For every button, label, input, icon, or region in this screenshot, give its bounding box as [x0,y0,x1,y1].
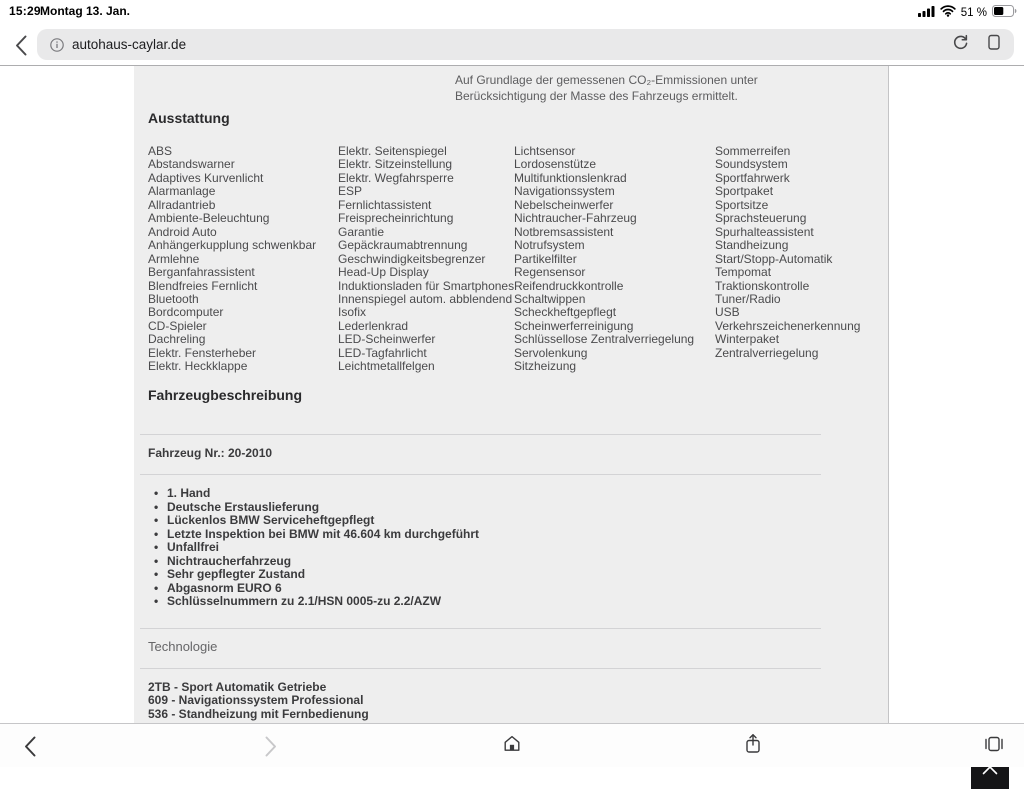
page-content-column [134,66,889,723]
equipment-item: Dachreling [148,332,206,347]
equipment-item: Lichtsensor [514,144,576,158]
equipment-item: Induktionsladen für Smartphones [338,278,515,293]
equipment-item: Elektr. Seitenspiegel [338,144,447,158]
co2-footnote-line1: Auf Grundlage der gemessenen CO₂-Emmissionen unter [455,73,758,87]
equipment-item: Adaptives Kurvenlicht [148,170,264,185]
equipment-item: Android Auto [148,224,217,239]
equipment-item: Head-Up Display [338,265,429,280]
battery-icon [992,4,1017,22]
equipment-item: Start/Stopp-Automatik [715,251,833,266]
equipment-item: Leichtmetallfelgen [338,359,435,374]
equipment-item: ABS [148,144,173,158]
equipment-item: Freisprecheinrichtung [338,211,454,226]
technology-heading: Technologie [148,639,218,654]
equipment-column-4 [715,145,880,374]
battery-percent-label: 51 % [960,7,987,19]
history-back-button[interactable] [12,728,48,764]
equipment-item: Bluetooth [148,291,199,306]
equipment-column-1 [148,145,338,374]
equipment-item: Tuner/Radio [715,291,781,306]
equipment-item: Nebelscheinwerfer [514,197,614,212]
equipment-item: Winterpaket [715,332,780,347]
equipment-item: Bordcomputer [148,305,224,320]
vehicle-description-heading: Fahrzeugbeschreibung [148,387,303,403]
tabs-icon [984,735,1004,758]
description-bullet: • Abgasnorm EURO 6 [148,582,479,596]
divider [140,628,821,629]
browser-address-bar [0,22,1024,66]
equipment-item: Navigationssystem [514,184,615,199]
equipment-item: Traktionskontrolle [715,278,810,293]
site-info-icon[interactable] [49,37,65,53]
status-bar [0,0,1024,22]
cellular-signal-icon [918,4,935,22]
equipment-heading: Ausstattung [148,110,230,126]
equipment-item: Sitzheizung [514,359,577,374]
equipment-item: Standheizung [715,238,789,253]
technology-item: 609 - Navigationssystem Professional [148,693,364,708]
share-icon [743,733,763,760]
equipment-item: ESP [338,184,363,199]
equipment-item: Sommerreifen [715,144,791,158]
equipment-item: Isofix [338,305,367,320]
browser-bottom-toolbar [0,723,1024,767]
equipment-item: LED-Scheinwerfer [338,332,436,347]
equipment-item: Innenspiegel autom. abblendend [338,291,513,306]
technology-item: 536 - Standheizung mit Fernbedienung [148,706,369,721]
equipment-column-2 [338,145,514,374]
equipment-item: Ambiente-Beleuchtung [148,211,270,226]
equipment-item: Abstandswarner [148,157,235,172]
equipment-item: Verkehrszeichenerkennung [715,318,861,333]
vehicle-number: Fahrzeug Nr.: 20-2010 [148,446,273,460]
equipment-grid [148,145,880,374]
wifi-icon [940,4,956,22]
equipment-item: Schaltwippen [514,291,586,306]
equipment-item: Notrufsystem [514,238,585,253]
equipment-item: Sprachsteuerung [715,211,807,226]
equipment-item: Allradantrieb [148,197,216,212]
technology-list [148,681,369,721]
vehicle-description-bullets [148,487,479,609]
reload-icon[interactable] [952,34,969,56]
description-bullet: • 1. Hand [148,487,479,501]
divider [140,474,821,475]
equipment-item: Tempomat [715,265,772,280]
co2-footnote [455,73,758,104]
equipment-item: Notbremsassistent [514,224,614,239]
url-actions [952,34,1002,56]
home-button[interactable] [494,728,530,764]
clock-time: 15:29 [9,4,41,18]
web-page-viewport [0,66,1024,723]
equipment-item: Sportpaket [715,184,774,199]
equipment-item: Elektr. Sitzeinstellung [338,157,453,172]
equipment-item: Sportsitze [715,197,769,212]
equipment-item: CD-Spieler [148,318,207,333]
address-back-button[interactable] [9,33,33,57]
equipment-item: Armlehne [148,251,200,266]
equipment-item: Blendfreies Fernlicht [148,278,258,293]
equipment-item: Sportfahrwerk [715,170,790,185]
equipment-item: Berganfahrassistent [148,265,255,280]
home-icon [502,734,522,758]
description-bullet: • Sehr gepflegter Zustand [148,568,479,582]
equipment-item: Spurhalteassistent [715,224,814,239]
technology-item: 2TB - Sport Automatik Getriebe [148,680,327,694]
equipment-item: LED-Tagfahrlicht [338,345,427,360]
status-indicators [918,4,1017,22]
equipment-item: Schlüssellose Zentralverriegelung [514,332,695,347]
divider [140,668,821,669]
equipment-item: Elektr. Fensterheber [148,345,257,360]
equipment-item: Soundsystem [715,157,788,172]
url-field[interactable] [37,29,1014,60]
equipment-item: Scheinwerferreinigung [514,318,634,333]
equipment-column-3 [514,145,715,374]
url-text: autohaus-caylar.de [72,37,187,52]
co2-footnote-line2: Berücksichtigung der Masse des Fahrzeugs ermittelt. [455,88,738,103]
equipment-item: Gepäckraumabtrennung [338,238,468,253]
divider [140,434,821,435]
equipment-item: Garantie [338,224,385,239]
equipment-item: Nichtraucher-Fahrzeug [514,211,637,226]
description-bullet: • Deutsche Erstauslieferung [148,501,479,515]
description-bullet: • Lückenlos BMW Serviceheftgepflegt [148,514,479,528]
equipment-item: Scheckheftgepflegt [514,305,617,320]
share-button[interactable] [735,728,771,764]
equipment-item: Reifendruckkontrolle [514,278,624,293]
equipment-item: USB [715,305,740,320]
bookmark-icon[interactable] [986,34,1002,56]
history-forward-button[interactable] [253,728,289,764]
equipment-item: Elektr. Wegfahrsperre [338,170,454,185]
equipment-item: Fernlichtassistent [338,197,432,212]
equipment-item: Partikelfilter [514,251,577,266]
equipment-item: Zentralverriegelung [715,345,819,360]
description-bullet: • Nichtraucherfahrzeug [148,555,479,569]
equipment-item: Alarmanlage [148,184,216,199]
equipment-item: Lordosenstütze [514,157,597,172]
equipment-item: Geschwindigkeitsbegrenzer [338,251,486,266]
tab-overview-button[interactable] [976,728,1012,764]
description-bullet: • Unfallfrei [148,541,479,555]
description-bullet: • Letzte Inspektion bei BMW mit 46.604 km durchgeführt [148,528,479,542]
equipment-item: Elektr. Heckklappe [148,359,248,374]
equipment-item: Servolenkung [514,345,588,360]
equipment-item: Multifunktionslenkrad [514,170,627,185]
description-bullet: • Schlüsselnummern zu 2.1/HSN 0005-zu 2.2/AZW [148,595,479,609]
status-date: Montag 13. Jan. [40,4,131,18]
equipment-item: Lederlenkrad [338,318,409,333]
equipment-item: Regensensor [514,265,586,280]
equipment-item: Anhängerkupplung schwenkbar [148,238,317,253]
